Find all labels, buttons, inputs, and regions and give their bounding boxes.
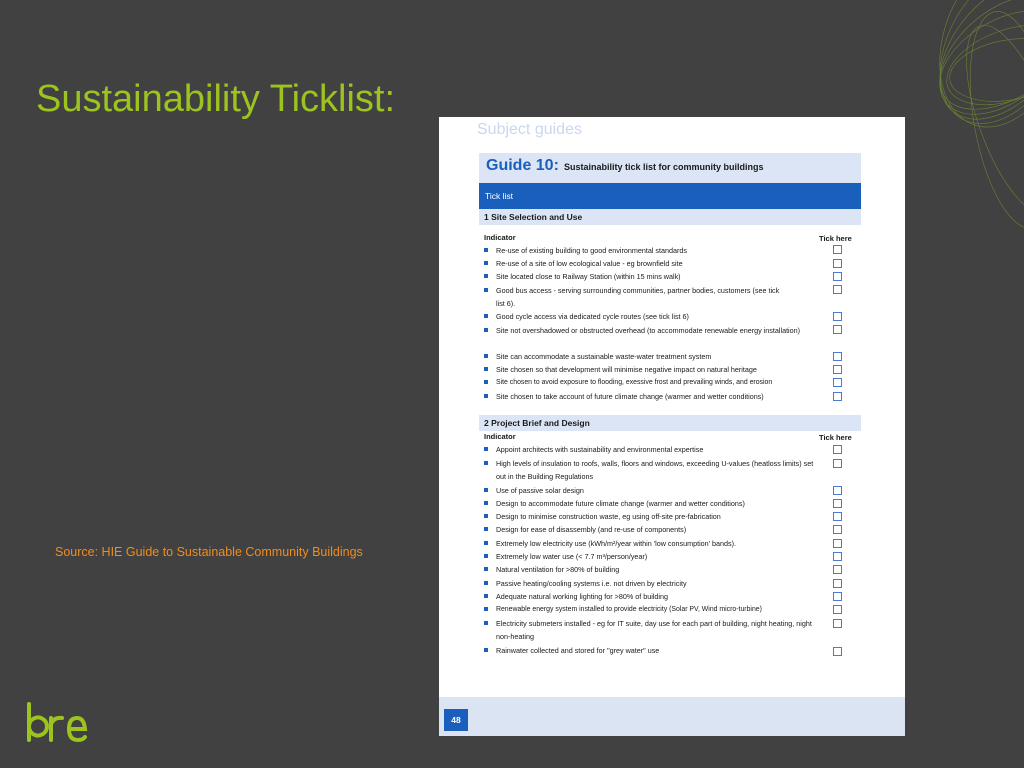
tick-checkbox[interactable] xyxy=(833,352,842,361)
section-1-title: 1 Site Selection and Use xyxy=(484,212,583,222)
tick-checkbox[interactable] xyxy=(833,647,842,656)
list-item: Extremely low electricity use (kWh/m²/year within 'low consumption' bands). xyxy=(484,537,814,550)
tick-checkbox[interactable] xyxy=(833,499,842,508)
guide-title: Sustainability tick list for community buildings xyxy=(564,162,764,172)
tick-checkbox[interactable] xyxy=(833,459,842,468)
slide-title: Sustainability Ticklist: xyxy=(36,78,396,120)
tick-checkbox[interactable] xyxy=(833,285,842,294)
guide-document-image xyxy=(439,117,905,736)
document-header: Subject guides xyxy=(477,121,582,138)
bullet-icon xyxy=(484,447,488,451)
bullet-icon xyxy=(484,541,488,545)
list-item: Use of passive solar design xyxy=(484,484,814,497)
list-item: Electricity submeters installed - eg for IT suite, day use for each part of building, night heating, night non-heating xyxy=(484,617,816,643)
bullet-icon xyxy=(484,581,488,585)
list-item: Design to minimise construction waste, eg using off-site pre-fabrication xyxy=(484,510,814,523)
tick-checkbox[interactable] xyxy=(833,579,842,588)
section-2-indicator-label: Indicator xyxy=(484,432,516,441)
section-1-indicator-label: Indicator xyxy=(484,233,516,242)
list-item: Passive heating/cooling systems i.e. not driven by electricity xyxy=(484,577,814,590)
list-item: Renewable energy system installed to provide electricity (Solar PV, Wind micro-turbine) xyxy=(484,603,820,616)
list-item: Good cycle access via dedicated cycle routes (see tick list 6) xyxy=(484,310,814,323)
bullet-icon xyxy=(484,527,488,531)
list-item: Re-use of a site of low ecological value - eg brownfield site xyxy=(484,257,814,270)
bullet-icon xyxy=(484,594,488,598)
tick-checkbox[interactable] xyxy=(833,486,842,495)
tick-list-label: Tick list xyxy=(485,191,514,201)
tick-checkbox[interactable] xyxy=(833,512,842,521)
list-item: Natural ventilation for >80% of building xyxy=(484,563,814,576)
tick-list-bar xyxy=(479,183,861,209)
tick-checkbox[interactable] xyxy=(833,245,842,254)
bullet-icon xyxy=(484,274,488,278)
bullet-icon xyxy=(484,461,488,465)
section-2-tick-label: Tick here xyxy=(819,433,852,442)
bre-logo xyxy=(24,700,90,746)
list-item: Site not overshadowed or obstructed overhead (to accommodate renewable energy installation) xyxy=(484,324,802,337)
bullet-icon xyxy=(484,607,488,611)
list-item: Site can accommodate a sustainable waste-water treatment system xyxy=(484,350,814,363)
section-1-tick-label: Tick here xyxy=(819,234,852,243)
list-item: Site located close to Railway Station (within 15 mins walk) xyxy=(484,270,814,283)
list-item: Extremely low water use (< 7.7 m³/person/year) xyxy=(484,550,814,563)
decorative-swirl-graphic xyxy=(884,0,1024,240)
tick-checkbox[interactable] xyxy=(833,259,842,268)
section-2-title: 2 Project Brief and Design xyxy=(484,418,590,428)
list-item: Appoint architects with sustainability and environmental expertise xyxy=(484,443,814,456)
section-1-header xyxy=(479,209,861,225)
bullet-icon xyxy=(484,648,488,652)
bullet-icon xyxy=(484,394,488,398)
list-item: Design to accommodate future climate change (warmer and wetter conditions) xyxy=(484,497,814,510)
list-item: Re-use of existing building to good environmental standards xyxy=(484,244,814,257)
list-item: Site chosen so that development will minimise negative impact on natural heritage xyxy=(484,363,814,376)
bullet-icon xyxy=(484,501,488,505)
bullet-icon xyxy=(484,261,488,265)
bullet-icon xyxy=(484,488,488,492)
list-item: Rainwater collected and stored for "grey water" use xyxy=(484,644,814,657)
tick-checkbox[interactable] xyxy=(833,378,842,387)
bullet-icon xyxy=(484,328,488,332)
tick-checkbox[interactable] xyxy=(833,565,842,574)
bullet-icon xyxy=(484,288,488,292)
bullet-icon xyxy=(484,367,488,371)
bullet-icon xyxy=(484,248,488,252)
list-item: Site chosen to avoid exposure to flooding, exessive frost and prevailing winds, and erosion xyxy=(484,376,822,389)
section-2-header xyxy=(479,415,861,431)
bullet-icon xyxy=(484,380,488,384)
bullet-icon xyxy=(484,621,488,625)
tick-checkbox[interactable] xyxy=(833,312,842,321)
tick-checkbox[interactable] xyxy=(833,592,842,601)
tick-checkbox[interactable] xyxy=(833,539,842,548)
list-item: Site chosen to take account of future climate change (warmer and wetter conditions) xyxy=(484,390,814,403)
bullet-icon xyxy=(484,554,488,558)
list-item: Design for ease of disassembly (and re-use of components) xyxy=(484,523,814,536)
tick-checkbox[interactable] xyxy=(833,552,842,561)
document-footer-band xyxy=(439,697,905,736)
bullet-icon xyxy=(484,314,488,318)
guide-title-bar xyxy=(479,153,861,183)
bullet-icon xyxy=(484,567,488,571)
list-item: High levels of insulation to roofs, walls, floors and windows, exceeding U-values (heatloss limits) set out in the Building Regulations xyxy=(484,457,820,483)
tick-checkbox[interactable] xyxy=(833,619,842,628)
bullet-icon xyxy=(484,514,488,518)
source-caption: Source: HIE Guide to Sustainable Community Buildings xyxy=(55,545,363,559)
bullet-icon xyxy=(484,354,488,358)
tick-checkbox[interactable] xyxy=(833,272,842,281)
page-number: 48 xyxy=(444,709,468,731)
list-item: Good bus access - serving surrounding communities, partner bodies, customers (see tick list 6). xyxy=(484,284,784,310)
tick-checkbox[interactable] xyxy=(833,392,842,401)
tick-checkbox[interactable] xyxy=(833,325,842,334)
tick-checkbox[interactable] xyxy=(833,365,842,374)
guide-number: Guide 10: xyxy=(486,157,559,174)
tick-checkbox[interactable] xyxy=(833,605,842,614)
tick-checkbox[interactable] xyxy=(833,445,842,454)
tick-checkbox[interactable] xyxy=(833,525,842,534)
list-item: Adequate natural working lighting for >80% of building xyxy=(484,590,814,603)
